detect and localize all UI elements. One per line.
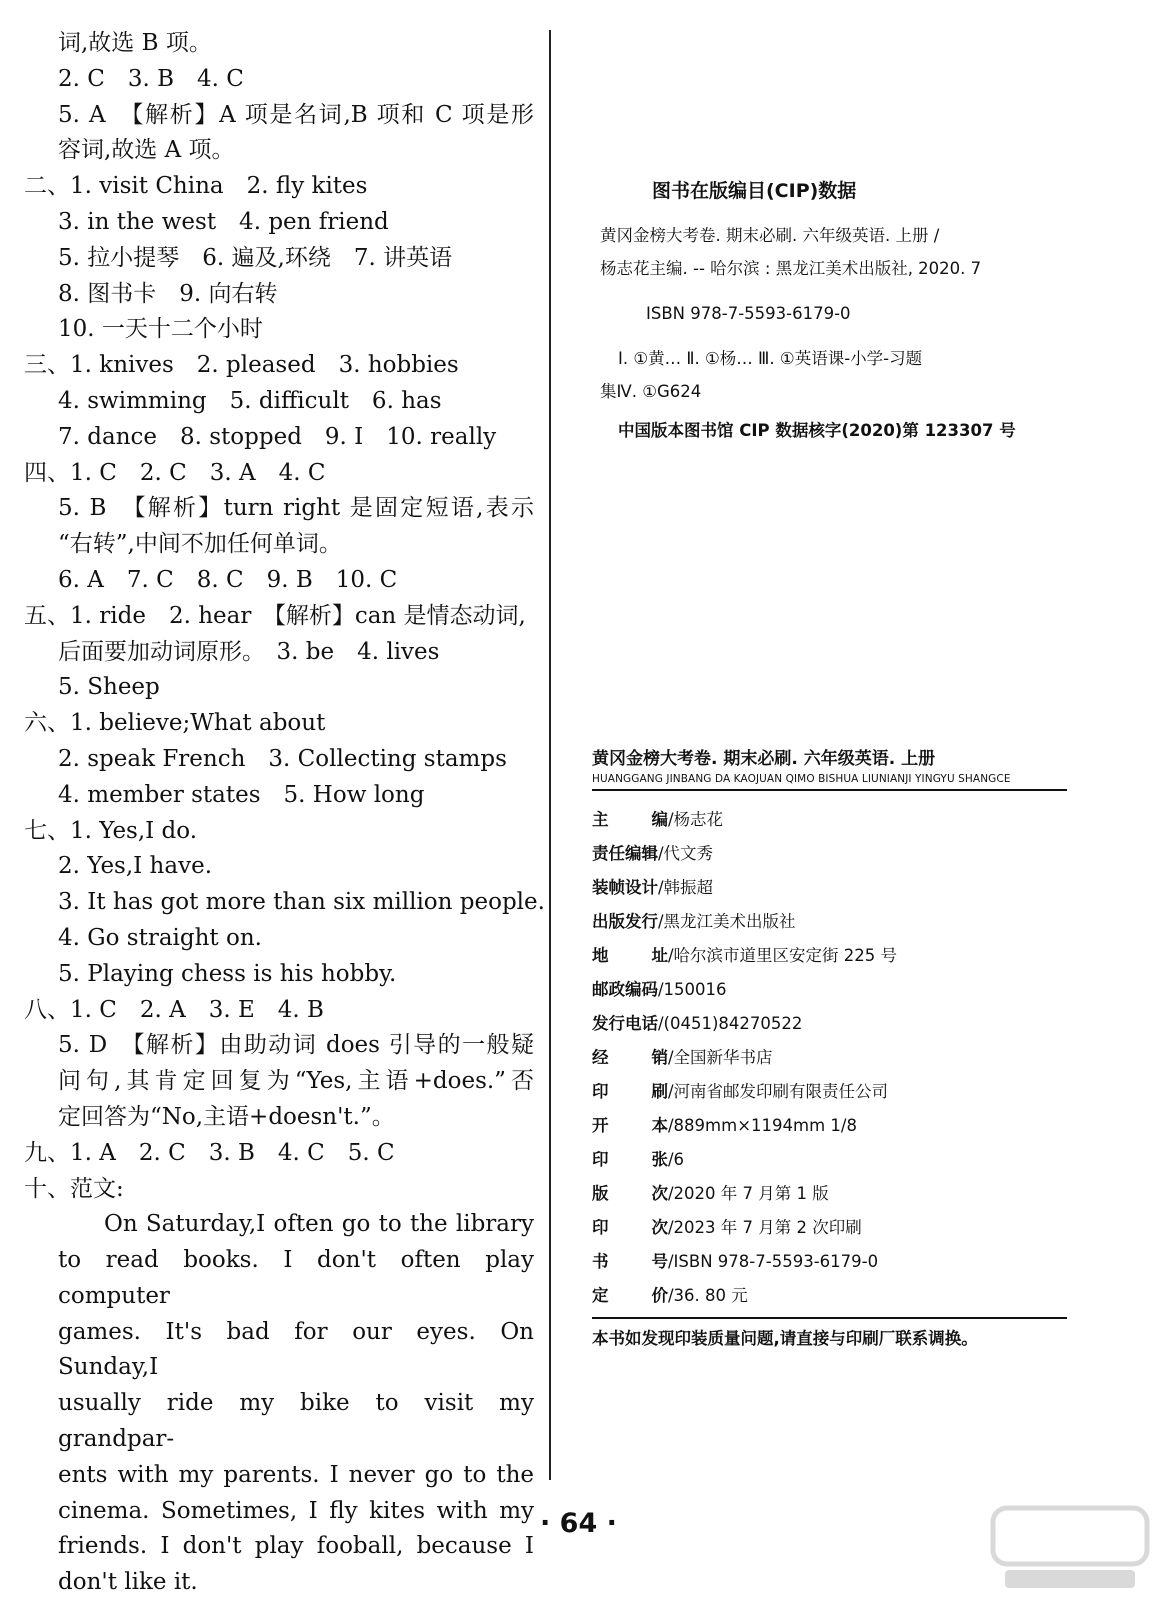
colophon-row [592, 1279, 1067, 1313]
section-3 [24, 348, 534, 384]
answer-column [24, 26, 545, 1600]
section-number: 九、 [24, 1139, 70, 1166]
colophon-block [592, 744, 1067, 1349]
essay-line: cinema. Sometimes, I fly kites with my [58, 1497, 534, 1524]
colophon-label: 地 址 [592, 946, 668, 965]
colophon-value: /(0451)84270522 [658, 1014, 803, 1033]
answer-line: 5. B 【解析】turn right 是固定短语,表示 [58, 495, 534, 522]
column-divider [549, 30, 551, 1480]
colophon-row [592, 871, 1067, 905]
answer-text: 1. visit China 2. fly kites [70, 173, 368, 200]
answer-text: 范文: [70, 1175, 124, 1202]
watermark-logo [985, 1500, 1155, 1595]
answer-line: “右转”,中间不加任何单词。 [58, 531, 342, 558]
colophon-row [592, 973, 1067, 1007]
colophon-label: 经 销 [592, 1048, 668, 1067]
section-6 [24, 706, 534, 742]
section-number: 三、 [24, 352, 70, 379]
essay-line: ents with my parents. I never go to the [58, 1461, 534, 1488]
colophon-value: /2020 年 7 月第 1 版 [668, 1184, 829, 1203]
cip-record: 中国版本图书馆 CIP 数据核字(2020)第 123307 号 [618, 421, 1016, 440]
section-8 [24, 993, 534, 1029]
colophon-row [592, 1007, 1067, 1041]
answer-line: 后面要加动词原形。 3. be 4. lives [58, 638, 440, 665]
answer-line: 问句,其肯定回复为“Yes,主语+does.”否 [58, 1068, 534, 1095]
answer-line: 4. member states 5. How long [58, 781, 425, 808]
colophon-label: 印 刷 [592, 1082, 668, 1101]
colophon-value: /杨志花 [668, 810, 724, 829]
colophon-row [592, 1211, 1067, 1245]
colophon-value: /ISBN 978-7-5593-6179-0 [668, 1252, 879, 1271]
answer-text: 1. A 2. C 3. B 4. C 5. C [70, 1139, 395, 1166]
essay-line: On Saturday,I often go to the library [104, 1211, 534, 1238]
answer-line: 5. 拉小提琴 6. 遍及,环绕 7. 讲英语 [58, 244, 453, 271]
answer-text: 1. Yes,I do. [70, 817, 198, 844]
answer-line: 10. 一天十二个小时 [58, 316, 263, 343]
page-number: · 64 · [540, 1508, 617, 1539]
cip-line: 杨志花主编. -- 哈尔滨 : 黑龙江美术出版社, 2020. 7 [600, 259, 982, 278]
colophon-label: 书 号 [592, 1252, 668, 1271]
section-5 [24, 599, 534, 635]
colophon-row [592, 1075, 1067, 1109]
essay-line: usually ride my bike to visit my grandpar- [58, 1390, 534, 1453]
colophon-row [592, 837, 1067, 871]
section-10 [24, 1172, 534, 1208]
answer-line: 2. C 3. B 4. C [58, 65, 244, 92]
colophon-value: /河南省邮发印刷有限责任公司 [668, 1082, 889, 1101]
colophon-label: 责任编辑 [592, 844, 658, 863]
colophon-row [592, 939, 1067, 973]
section-number: 四、 [24, 459, 70, 486]
colophon-note: 本书如发现印装质量问题,请直接与印刷厂联系调换。 [592, 1329, 978, 1348]
colophon-label: 印 张 [592, 1150, 668, 1169]
answer-line: 词,故选 B 项。 [58, 30, 212, 56]
answer-line: 容词,故选 A 项。 [58, 137, 235, 164]
colophon-label: 发行电话 [592, 1014, 658, 1033]
colophon-value: /2023 年 7 月第 2 次印刷 [668, 1218, 862, 1237]
colophon-label: 邮政编码 [592, 980, 658, 999]
answer-line: 3. It has got more than six million people. [58, 889, 545, 916]
colophon-value: /黑龙江美术出版社 [658, 912, 796, 931]
section-9 [24, 1136, 534, 1172]
colophon-value: /889mm×1194mm 1/8 [668, 1116, 857, 1135]
essay-line: games. It's bad for our eyes. On Sunday,I [58, 1318, 534, 1381]
colophon-value: /韩振超 [658, 878, 714, 897]
answer-line: 5. Playing chess is his hobby. [58, 960, 397, 987]
section-number: 七、 [24, 817, 70, 844]
answer-line: 5. A 【解析】A 项是名词,B 项和 C 项是形 [58, 101, 534, 128]
colophon-label: 版 次 [592, 1184, 668, 1203]
answer-text: 1. believe;What about [70, 710, 326, 737]
cip-line: 黄冈金榜大考卷. 期末必刷. 六年级英语. 上册 / [600, 226, 940, 245]
colophon-label: 印 次 [592, 1218, 668, 1237]
essay-line: to read books. I don't often play computer [58, 1247, 534, 1309]
cip-line: 集Ⅳ. ①G624 [600, 382, 702, 401]
colophon-value: /6 [668, 1150, 685, 1169]
essay-line: friends. I don't play fooball, because I [58, 1533, 534, 1560]
answer-text: 1. knives 2. pleased 3. hobbies [70, 352, 459, 379]
answer-line: 2. speak French 3. Collecting stamps [58, 745, 507, 772]
colophon-rule [592, 1317, 1067, 1319]
answer-line: 5. Sheep [58, 674, 160, 701]
section-number: 十、 [24, 1175, 70, 1202]
colophon-label: 定 价 [592, 1286, 668, 1305]
answer-line: 7. dance 8. stopped 9. I 10. really [58, 423, 497, 450]
answer-line: 定回答为“No,主语+doesn't.”。 [58, 1103, 395, 1130]
cip-title: 图书在版编目(CIP)数据 [652, 180, 857, 202]
colophon-row [592, 1245, 1067, 1279]
colophon-list [592, 803, 1067, 1313]
colophon-value: /150016 [658, 980, 727, 999]
essay-line: don't like it. [58, 1569, 198, 1596]
section-number: 五、 [24, 602, 70, 629]
answer-text: 1. C 2. A 3. E 4. B [70, 996, 324, 1023]
colophon-value: /36. 80 元 [668, 1286, 748, 1305]
cip-block [600, 176, 1070, 447]
answer-line: 4. swimming 5. difficult 6. has [58, 387, 442, 414]
colophon-pinyin: HUANGGANG JINBANG DA KAOJUAN QIMO BISHUA LIUNIANJI YINGYU SHANGCE [592, 773, 1067, 791]
colophon-title: 黄冈金榜大考卷. 期末必刷. 六年级英语. 上册 [592, 749, 936, 769]
section-number: 二、 [24, 173, 70, 200]
colophon-label: 开 本 [592, 1116, 668, 1135]
section-number: 六、 [24, 710, 70, 737]
answer-text: 1. ride 2. hear 【解析】can 是情态动词, [70, 602, 526, 629]
colophon-value: /全国新华书店 [668, 1048, 773, 1067]
answer-line: 2. Yes,I have. [58, 853, 213, 880]
colophon-label: 主 编 [592, 810, 668, 829]
colophon-label: 出版发行 [592, 912, 658, 931]
colophon-row [592, 1041, 1067, 1075]
answer-line: 5. D 【解析】由助动词 does 引导的一般疑 [58, 1032, 534, 1059]
section-number: 八、 [24, 996, 70, 1023]
colophon-row [592, 905, 1067, 939]
colophon-row [592, 1109, 1067, 1143]
colophon-value: /代文秀 [658, 844, 714, 863]
answer-line: 3. in the west 4. pen friend [58, 208, 389, 235]
colophon-row [592, 803, 1067, 837]
cip-isbn: ISBN 978-7-5593-6179-0 [646, 304, 851, 323]
colophon-row [592, 1177, 1067, 1211]
answer-text: 1. C 2. C 3. A 4. C [70, 459, 326, 486]
cip-line: Ⅰ. ①黄… Ⅱ. ①杨… Ⅲ. ①英语课-小学-习题 [618, 349, 923, 368]
section-7 [24, 814, 534, 850]
answer-line: 8. 图书卡 9. 向右转 [58, 280, 278, 307]
colophon-label: 装帧设计 [592, 878, 658, 897]
colophon-value: /哈尔滨市道里区安定街 225 号 [668, 946, 898, 965]
section-2 [24, 169, 534, 205]
answer-line: 6. A 7. C 8. C 9. B 10. C [58, 566, 398, 593]
colophon-row [592, 1143, 1067, 1177]
section-4 [24, 456, 534, 492]
answer-line: 4. Go straight on. [58, 924, 262, 951]
